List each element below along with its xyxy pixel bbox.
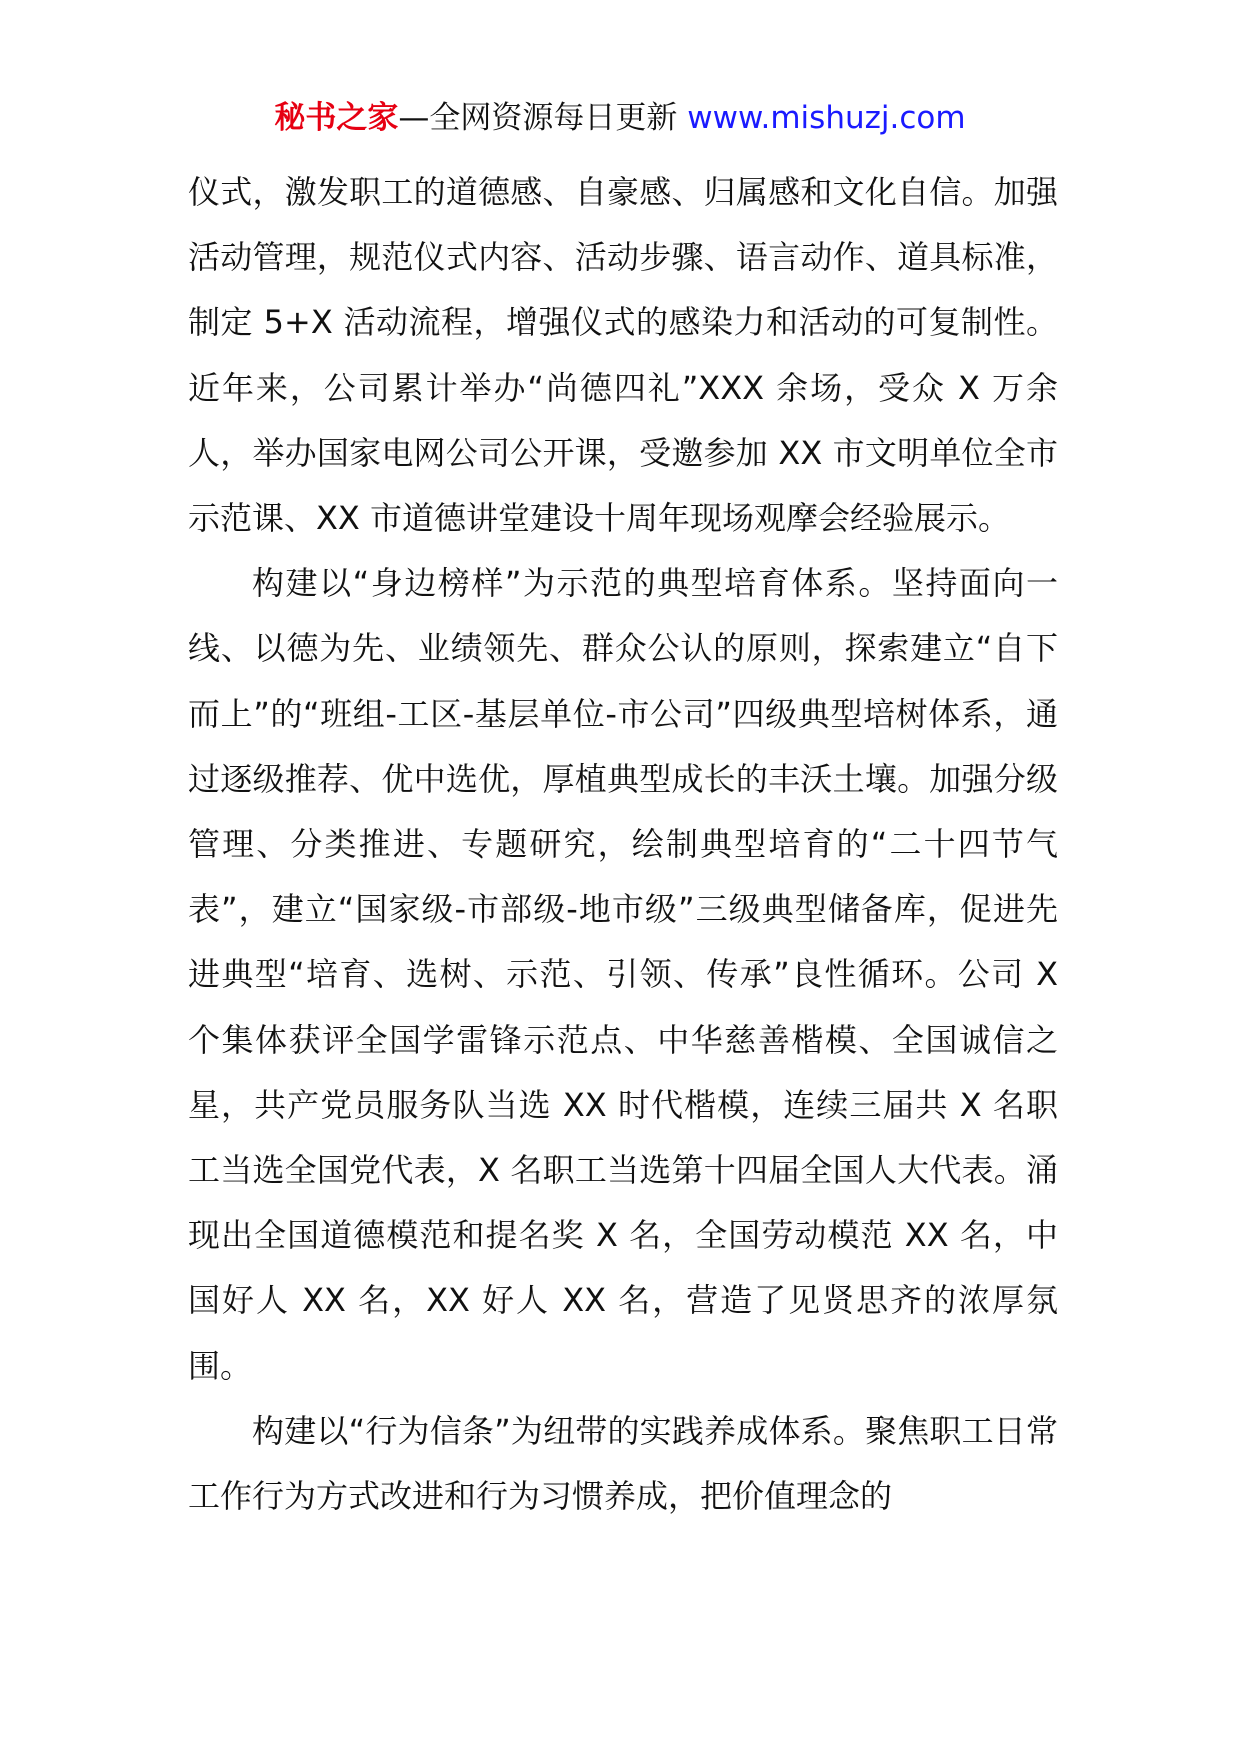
brand-name: 秘书之家 <box>274 100 399 136</box>
document-body <box>188 160 1058 1529</box>
header-tagline: —全网资源每日更新 <box>398 100 688 136</box>
paragraph-3: 构建以“行为信条”为纽带的实践养成体系。聚焦职工日常工作行为方式改进和行为习惯养成，把价值理念的 <box>188 1411 1058 1516</box>
paragraph-1: 仪式，激发职工的道德感、自豪感、归属感和文化自信。加强活动管理，规范仪式内容、活动步骤、语言动作、道具标准，制定 5+X 活动流程，增强仪式的感染力和活动的可复制性。近年来，公司累计举办“尚德四礼”XXX 余场，受众 X 万余人，举办国家电网公司公开课，受邀参加 XX 市文明单位全市示范课、XX 市道德讲堂建设十周年现场观摩会经验展示。 <box>188 173 1058 538</box>
site-url: www.mishuzj.com <box>687 100 966 136</box>
paragraph-2: 构建以“身边榜样”为示范的典型培育体系。坚持面向一线、以德为先、业绩领先、群众公认的原则，探索建立“自下而上”的“班组-工区-基层单位-市公司”四级典型培树体系，通过逐级推荐、优中选优，厚植典型成长的丰沃土壤。加强分级管理、分类推进、专题研究，绘制典型培育的“二十四节气表”，建立“国家级-市部级-地市级”三级典型储备库，促进先进典型“培育、选树、示范、引领、传承”良性循环。公司 X 个集体获评全国学雷锋示范点、中华慈善楷模、全国诚信之星，共产党员服务队当选 XX 时代楷模，连续三届共 X 名职工当选全国党代表，X 名职工当选第十四届全国人大代表。涌现出全国道德模范和提名奖 X 名，全国劳动模范 XX 名，中国好人 XX 名，XX 好人 XX 名，营造了见贤思齐的浓厚氛围。 <box>188 564 1058 1385</box>
watermark-header <box>0 98 1240 138</box>
